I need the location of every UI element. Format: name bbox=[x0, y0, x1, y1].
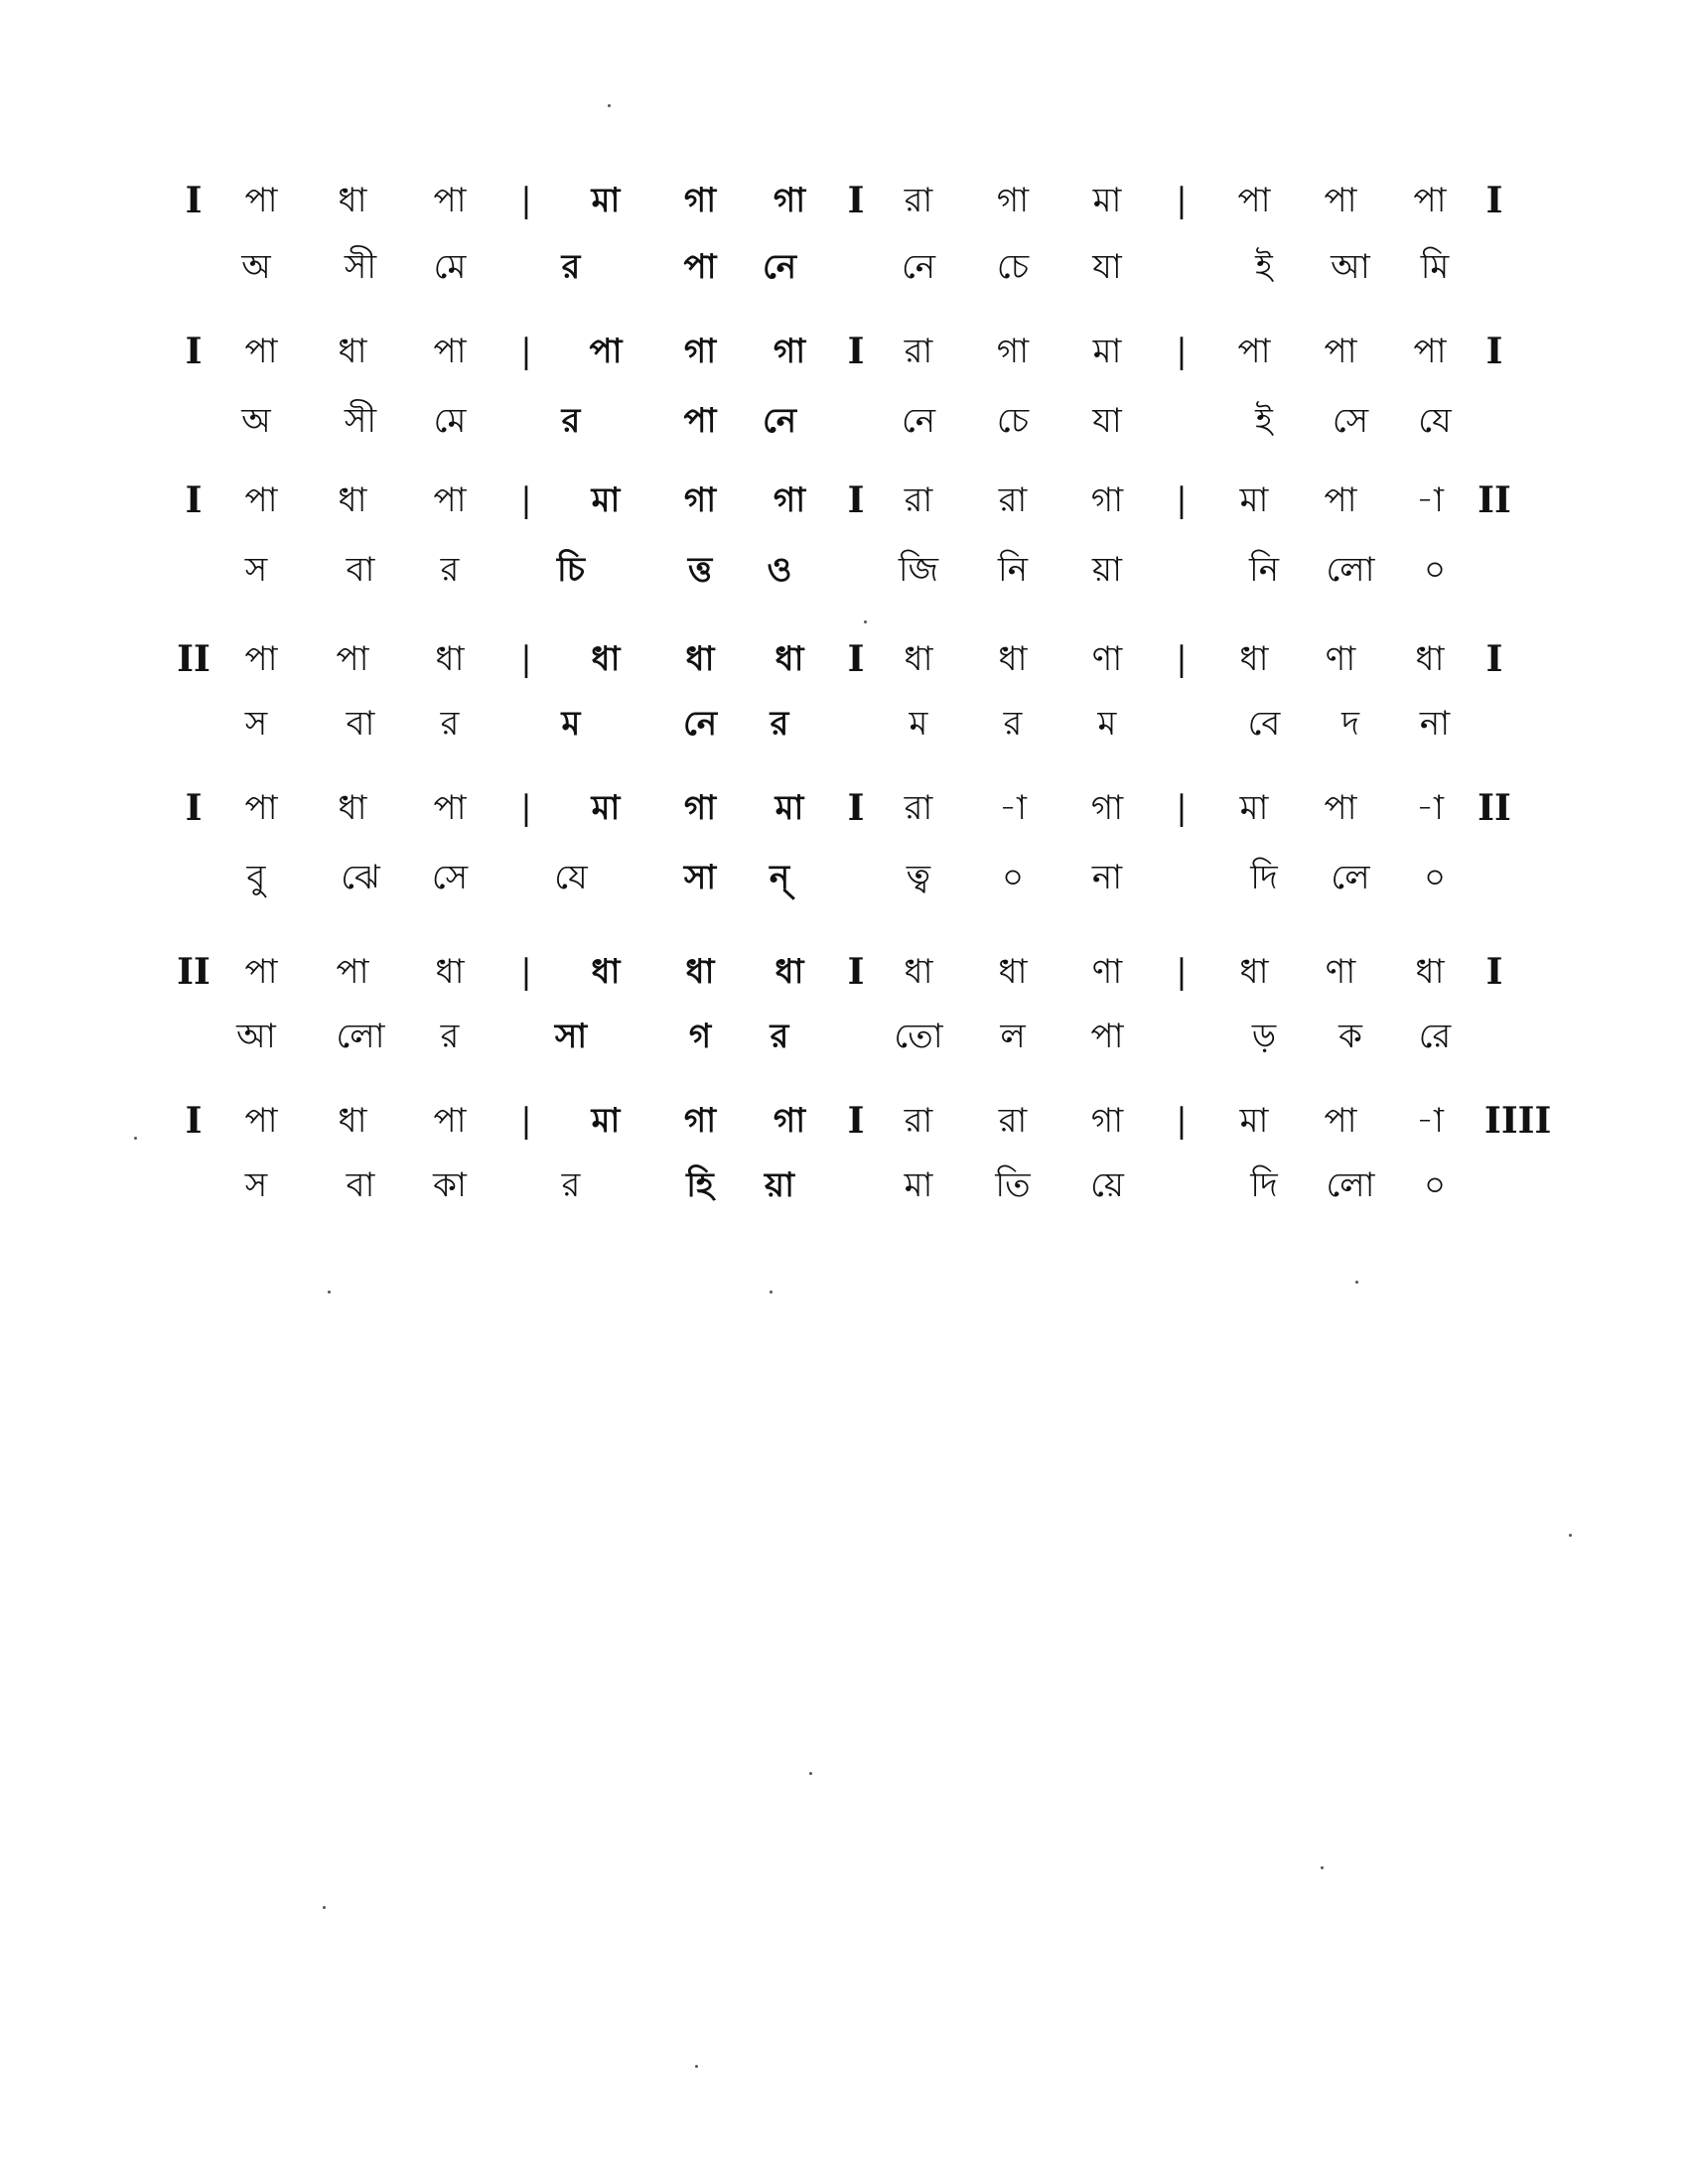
swara-note: ধা bbox=[1239, 952, 1269, 992]
lyric-syllable: সে bbox=[1332, 401, 1369, 441]
swara-note: গা bbox=[683, 332, 717, 371]
swara-note: পা bbox=[244, 952, 278, 992]
swara-note: পা bbox=[433, 480, 467, 520]
lyric-syllable: সা bbox=[683, 858, 717, 897]
swara-note: ধা bbox=[338, 480, 367, 520]
swara-note: পা bbox=[589, 332, 623, 371]
swara-note: পা bbox=[244, 639, 278, 679]
paper-speck bbox=[1569, 1534, 1572, 1537]
lyric-syllable: নে bbox=[762, 401, 797, 441]
beat-divider: | bbox=[520, 1101, 532, 1141]
paper-speck bbox=[608, 104, 611, 107]
lyric-syllable: ম bbox=[1097, 704, 1117, 744]
paper-speck bbox=[770, 1291, 773, 1294]
lyric-syllable: সে bbox=[431, 858, 469, 897]
lyric-syllable: বু bbox=[246, 858, 266, 897]
lyric-syllable: য়া bbox=[765, 1165, 794, 1205]
swara-note: -া bbox=[1416, 788, 1444, 828]
swara-note: ধা bbox=[1415, 639, 1445, 679]
swara-note: রা bbox=[904, 788, 933, 828]
lyric-syllable: সী bbox=[344, 247, 377, 287]
lyric-syllable: লো bbox=[336, 1017, 385, 1056]
swara-note: রা bbox=[904, 181, 933, 220]
lyric-syllable: সী bbox=[344, 401, 377, 441]
lyric-syllable: পা bbox=[683, 247, 717, 287]
bar-marker: I bbox=[847, 951, 865, 993]
lyric-syllable: অ bbox=[241, 247, 271, 287]
swara-note: মা bbox=[1092, 332, 1122, 371]
paper-speck bbox=[864, 620, 867, 623]
swara-note: পা bbox=[244, 480, 278, 520]
swara-note: ধা bbox=[435, 952, 465, 992]
lyric-syllable: লে bbox=[1331, 858, 1370, 897]
swara-note: মা bbox=[1239, 480, 1269, 520]
bar-marker: I bbox=[847, 180, 865, 221]
swara-note: পা bbox=[433, 332, 467, 371]
beat-divider: | bbox=[1176, 788, 1188, 828]
swara-note: ধা bbox=[685, 639, 715, 679]
beat-divider: | bbox=[1176, 1101, 1188, 1141]
paper-speck bbox=[695, 2065, 698, 2068]
swara-note: ধা bbox=[904, 952, 933, 992]
lyric-syllable: র bbox=[440, 550, 460, 590]
swara-note: মা bbox=[591, 1101, 621, 1141]
lyric-syllable: পা bbox=[683, 401, 717, 441]
lyric-syllable: যা bbox=[1092, 247, 1122, 287]
bar-marker: I bbox=[185, 479, 203, 521]
lyric-syllable: দি bbox=[1250, 858, 1278, 897]
lyric-syllable: বে bbox=[1247, 704, 1281, 744]
lyric-syllable: যা bbox=[1092, 401, 1122, 441]
lyric-syllable: অ bbox=[241, 401, 271, 441]
lyric-syllable: র bbox=[561, 1165, 581, 1205]
lyric-syllable: হি bbox=[686, 1165, 714, 1205]
swara-row bbox=[0, 948, 1688, 1018]
swara-note: পা bbox=[1237, 332, 1271, 371]
lyric-syllable: আ bbox=[1331, 247, 1370, 287]
lyric-syllable: ত্ত bbox=[687, 550, 713, 590]
lyric-syllable: পা bbox=[1090, 1017, 1124, 1056]
beat-divider: | bbox=[520, 480, 532, 520]
lyric-syllable: লো bbox=[1326, 550, 1375, 590]
swara-note: ধা bbox=[1239, 639, 1269, 679]
beat-divider: | bbox=[1176, 480, 1188, 520]
lyric-syllable: আ bbox=[236, 1017, 276, 1056]
bar-marker: I bbox=[185, 787, 203, 829]
swara-note: ধা bbox=[338, 332, 367, 371]
paper-speck bbox=[1355, 1281, 1358, 1284]
swara-note: -া bbox=[1416, 480, 1444, 520]
lyric-syllable: কা bbox=[433, 1165, 467, 1205]
paper-speck bbox=[323, 1906, 326, 1909]
swara-note: রা bbox=[904, 480, 933, 520]
swara-note: গা bbox=[1090, 480, 1124, 520]
lyric-syllable: সা bbox=[554, 1017, 588, 1056]
lyric-syllable: যে bbox=[554, 858, 588, 897]
swara-row bbox=[0, 784, 1688, 854]
swara-note: পা bbox=[433, 788, 467, 828]
swara-note: রা bbox=[998, 480, 1028, 520]
swara-note: ধা bbox=[998, 952, 1028, 992]
paper-speck bbox=[1321, 1866, 1324, 1869]
lyric-syllable: য়া bbox=[1092, 550, 1122, 590]
swara-row bbox=[0, 477, 1688, 546]
swara-row bbox=[0, 1097, 1688, 1166]
lyric-syllable: স bbox=[244, 704, 268, 744]
lyric-syllable: র bbox=[561, 247, 581, 287]
lyric-row bbox=[0, 1161, 1688, 1231]
lyric-syllable: মে bbox=[433, 247, 467, 287]
swara-note: -া bbox=[999, 788, 1027, 828]
swara-note: ধা bbox=[904, 639, 933, 679]
bar-marker: I bbox=[185, 180, 203, 221]
swara-note: ণা bbox=[1091, 639, 1123, 679]
swara-note: রা bbox=[998, 1101, 1028, 1141]
swara-note: গা bbox=[773, 480, 806, 520]
swara-note: গা bbox=[773, 181, 806, 220]
swara-note: ধা bbox=[774, 952, 804, 992]
bar-marker: I bbox=[1485, 951, 1503, 993]
beat-divider: | bbox=[520, 639, 532, 679]
lyric-syllable: র bbox=[770, 704, 789, 744]
lyric-syllable: মা bbox=[904, 1165, 933, 1205]
swara-note: পা bbox=[433, 181, 467, 220]
swara-note: পা bbox=[244, 181, 278, 220]
lyric-syllable: নে bbox=[682, 704, 718, 744]
swara-note: গা bbox=[683, 788, 717, 828]
lyric-row bbox=[0, 243, 1688, 313]
swara-note: পা bbox=[1237, 181, 1271, 220]
lyric-syllable: ০ bbox=[1423, 550, 1447, 590]
lyric-syllable: ই bbox=[1255, 401, 1273, 441]
swara-note: পা bbox=[1324, 181, 1357, 220]
bar-marker: II bbox=[177, 951, 211, 993]
lyric-syllable: চে bbox=[996, 247, 1030, 287]
bar-marker: I bbox=[847, 331, 865, 372]
beat-divider: | bbox=[1176, 952, 1188, 992]
bar-marker: I bbox=[847, 638, 865, 680]
swara-row bbox=[0, 177, 1688, 246]
lyric-syllable: ত্ব bbox=[906, 858, 931, 897]
swara-row bbox=[0, 635, 1688, 705]
lyric-syllable: ০ bbox=[1423, 858, 1447, 897]
lyric-syllable: দ bbox=[1341, 704, 1359, 744]
lyric-syllable: র bbox=[440, 704, 460, 744]
bar-marker: I bbox=[847, 787, 865, 829]
swara-note: পা bbox=[244, 1101, 278, 1141]
swara-note: ধা bbox=[338, 181, 367, 220]
swara-note: মা bbox=[1239, 1101, 1269, 1141]
swara-note: ধা bbox=[685, 952, 715, 992]
lyric-syllable: নে bbox=[901, 247, 936, 287]
beat-divider: | bbox=[1176, 639, 1188, 679]
lyric-syllable: চে bbox=[996, 401, 1030, 441]
swara-note: ণা bbox=[1325, 952, 1356, 992]
lyric-syllable: মি bbox=[1420, 247, 1450, 287]
swara-note: গা bbox=[683, 1101, 717, 1141]
lyric-syllable: লো bbox=[1326, 1165, 1375, 1205]
lyric-syllable: না bbox=[1091, 858, 1123, 897]
lyric-syllable: স bbox=[244, 1165, 268, 1205]
bar-marker: I bbox=[185, 331, 203, 372]
swara-note: মা bbox=[774, 788, 804, 828]
swara-note: ধা bbox=[338, 1101, 367, 1141]
bar-marker: I bbox=[1485, 180, 1503, 221]
swara-note: মা bbox=[591, 788, 621, 828]
lyric-syllable: রে bbox=[1418, 1017, 1452, 1056]
swara-note: গা bbox=[1090, 788, 1124, 828]
swara-note: ধা bbox=[435, 639, 465, 679]
swara-note: গা bbox=[996, 181, 1030, 220]
swara-note: পা bbox=[244, 788, 278, 828]
swara-note: ধা bbox=[591, 952, 621, 992]
lyric-syllable: জি bbox=[898, 550, 939, 590]
bar-marker: I bbox=[1485, 638, 1503, 680]
beat-divider: | bbox=[520, 788, 532, 828]
bar-marker: I bbox=[847, 479, 865, 521]
bar-marker: II bbox=[1477, 479, 1511, 521]
lyric-syllable: ম bbox=[909, 704, 928, 744]
swara-note: ধা bbox=[591, 639, 621, 679]
swara-note: -া bbox=[1416, 1101, 1444, 1141]
lyric-syllable: চি bbox=[556, 550, 586, 590]
bar-marker: II bbox=[177, 638, 211, 680]
lyric-syllable: ম bbox=[561, 704, 581, 744]
lyric-syllable: ও bbox=[767, 550, 792, 590]
lyric-row bbox=[0, 397, 1688, 467]
lyric-syllable: র bbox=[1003, 704, 1023, 744]
lyric-syllable: তি bbox=[995, 1165, 1031, 1205]
paper-speck bbox=[328, 1291, 331, 1294]
swara-note: পা bbox=[1324, 1101, 1357, 1141]
lyric-syllable: ড় bbox=[1251, 1017, 1277, 1056]
bar-marker: II bbox=[1477, 787, 1511, 829]
swara-note: গা bbox=[773, 1101, 806, 1141]
lyric-syllable: বা bbox=[346, 1165, 375, 1205]
bar-marker: I bbox=[1485, 331, 1503, 372]
swara-note: পা bbox=[244, 332, 278, 371]
swara-note: ধা bbox=[774, 639, 804, 679]
bar-marker: I bbox=[847, 1100, 865, 1142]
beat-divider: | bbox=[520, 952, 532, 992]
swara-note: ণা bbox=[1325, 639, 1356, 679]
lyric-syllable: নে bbox=[901, 401, 936, 441]
lyric-syllable: ০ bbox=[1423, 1165, 1447, 1205]
lyric-syllable: নে bbox=[762, 247, 797, 287]
swara-note: পা bbox=[1324, 480, 1357, 520]
lyric-syllable: র bbox=[561, 401, 581, 441]
swara-note: ধা bbox=[1415, 952, 1445, 992]
lyric-row bbox=[0, 1013, 1688, 1082]
beat-divider: | bbox=[1176, 181, 1188, 220]
lyric-syllable: ০ bbox=[1001, 858, 1025, 897]
lyric-row bbox=[0, 546, 1688, 615]
lyric-syllable: যে bbox=[1418, 401, 1452, 441]
lyric-syllable: বা bbox=[346, 704, 375, 744]
swara-note: গা bbox=[773, 332, 806, 371]
lyric-syllable: নি bbox=[1248, 550, 1280, 590]
swara-note: গা bbox=[1090, 1101, 1124, 1141]
swara-note: পা bbox=[336, 952, 369, 992]
lyric-syllable: ন্ bbox=[769, 858, 790, 897]
swara-note: পা bbox=[1413, 181, 1447, 220]
lyric-syllable: না bbox=[1419, 704, 1451, 744]
lyric-row bbox=[0, 700, 1688, 769]
lyric-syllable: র bbox=[770, 1017, 789, 1056]
paper-speck bbox=[809, 1772, 812, 1775]
lyric-syllable: দি bbox=[1250, 1165, 1278, 1205]
swara-note: পা bbox=[336, 639, 369, 679]
swara-note: গা bbox=[996, 332, 1030, 371]
lyric-syllable: গ bbox=[688, 1017, 712, 1056]
lyric-syllable: ই bbox=[1255, 247, 1273, 287]
swara-note: গা bbox=[683, 480, 717, 520]
swara-note: মা bbox=[1239, 788, 1269, 828]
paper-speck bbox=[134, 1137, 137, 1140]
lyric-syllable: য়ে bbox=[1090, 1165, 1124, 1205]
swara-note: পা bbox=[433, 1101, 467, 1141]
lyric-syllable: ল bbox=[1000, 1017, 1026, 1056]
swara-note: মা bbox=[1092, 181, 1122, 220]
swara-note: পা bbox=[1324, 788, 1357, 828]
swara-note: গা bbox=[683, 181, 717, 220]
lyric-syllable: মে bbox=[433, 401, 467, 441]
lyric-row bbox=[0, 854, 1688, 923]
beat-divider: | bbox=[1176, 332, 1188, 371]
swara-note: ধা bbox=[338, 788, 367, 828]
swara-note: রা bbox=[904, 332, 933, 371]
swara-note: ধা bbox=[998, 639, 1028, 679]
swara-note: ণা bbox=[1091, 952, 1123, 992]
swara-note: পা bbox=[1324, 332, 1357, 371]
swara-note: পা bbox=[1413, 332, 1447, 371]
lyric-syllable: স bbox=[244, 550, 268, 590]
lyric-syllable: তো bbox=[894, 1017, 943, 1056]
swara-note: রা bbox=[904, 1101, 933, 1141]
lyric-syllable: ক bbox=[1338, 1017, 1362, 1056]
beat-divider: | bbox=[520, 181, 532, 220]
beat-divider: | bbox=[520, 332, 532, 371]
bar-marker: I bbox=[185, 1100, 203, 1142]
lyric-syllable: ঝে bbox=[341, 858, 380, 897]
bar-marker: IIII bbox=[1484, 1100, 1552, 1142]
lyric-syllable: নি bbox=[997, 550, 1029, 590]
lyric-syllable: র bbox=[440, 1017, 460, 1056]
swara-note: মা bbox=[591, 181, 621, 220]
swara-row bbox=[0, 328, 1688, 397]
swara-note: মা bbox=[591, 480, 621, 520]
lyric-syllable: বা bbox=[346, 550, 375, 590]
